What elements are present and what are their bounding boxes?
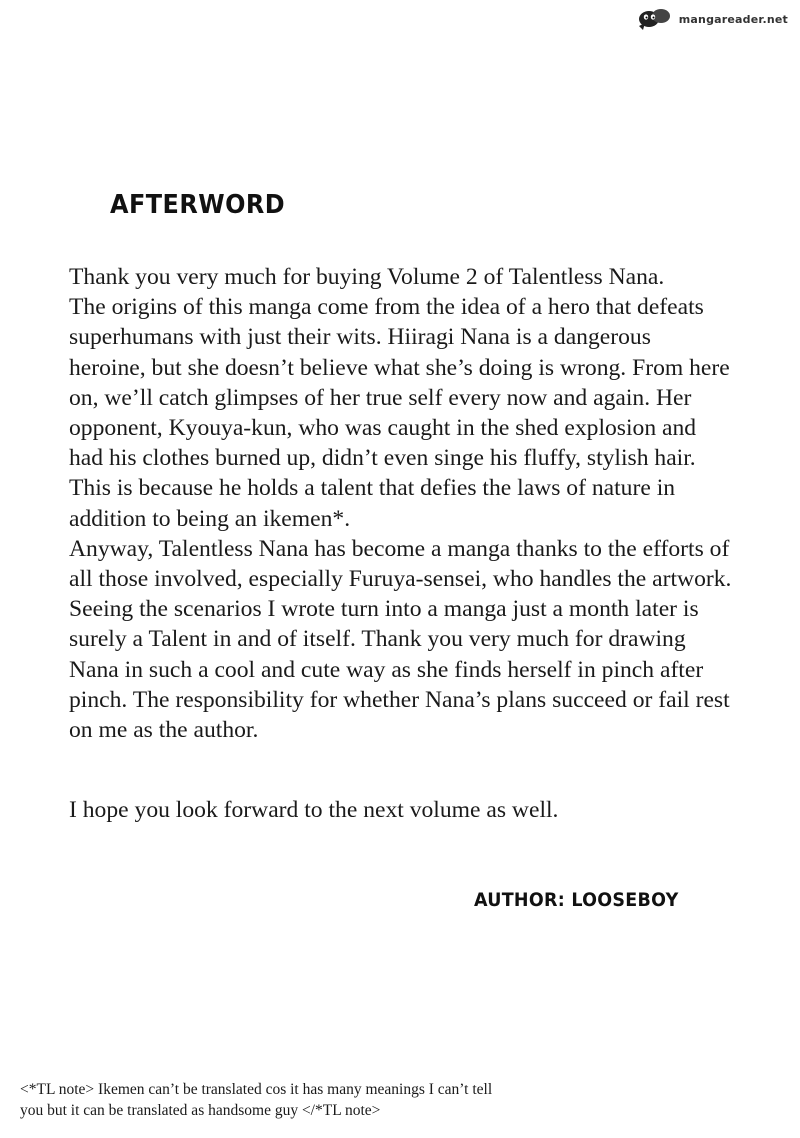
tl-note-line: <*TL note> Ikemen can’t be translated cos it has many meanings I can’t tell [20, 1081, 493, 1098]
text-line: Seeing the scenarios I wrote turn into a manga just a month later is [69, 596, 699, 623]
text-line: addition to being an ikemen*. [69, 505, 351, 532]
text-line: The origins of this manga come from the idea of a hero that defeats [69, 294, 704, 321]
text-line: Thank you very much for buying Volume 2 of Talentless Nana. [69, 264, 665, 290]
paragraph-1 [69, 262, 769, 534]
watermark-text: mangareader.net [678, 12, 788, 26]
text-line: had his clothes burned up, didn’t even singe his fluffy, stylish hair. [69, 445, 696, 472]
translator-note [20, 1079, 492, 1121]
afterword-heading: AFTERWORD [110, 190, 286, 220]
text-line: opponent, Kyouya-kun, who was caught in the shed explosion and [69, 415, 697, 442]
afterword-body [69, 262, 769, 745]
text-line: heroine, but she doesn’t believe what she’s doing is wrong. From here [69, 354, 730, 381]
text-line: superhumans with just their wits. Hiiragi Nana is a dangerous [69, 324, 651, 351]
tl-note-line: you but it can be translated as handsome guy </*TL note> [20, 1102, 381, 1119]
text-line: Nana in such a cool and cute way as she finds herself in pinch after [69, 656, 704, 683]
text-line: pinch. The responsibility for whether Nana’s plans succeed or fail rest [69, 686, 730, 713]
closing-line: I hope you look forward to the next volume as well. [69, 797, 559, 823]
author-signature: AUTHOR: LOOSEBOY [474, 889, 679, 911]
text-line: all those involved, especially Furuya-sensei, who handles the artwork. [69, 566, 732, 593]
text-line: Anyway, Talentless Nana has become a manga thanks to the efforts of [69, 535, 730, 562]
text-line: This is because he holds a talent that defies the laws of nature in [69, 475, 676, 502]
text-line: on, we’ll catch glimpses of her true self every now and again. Her [69, 384, 692, 411]
paragraph-2 [69, 534, 769, 745]
mangareader-logo-icon [635, 6, 675, 32]
text-line: surely a Talent in and of itself. Thank you very much for drawing [69, 626, 686, 653]
site-watermark [635, 6, 788, 32]
text-line: on me as the author. [69, 717, 259, 744]
